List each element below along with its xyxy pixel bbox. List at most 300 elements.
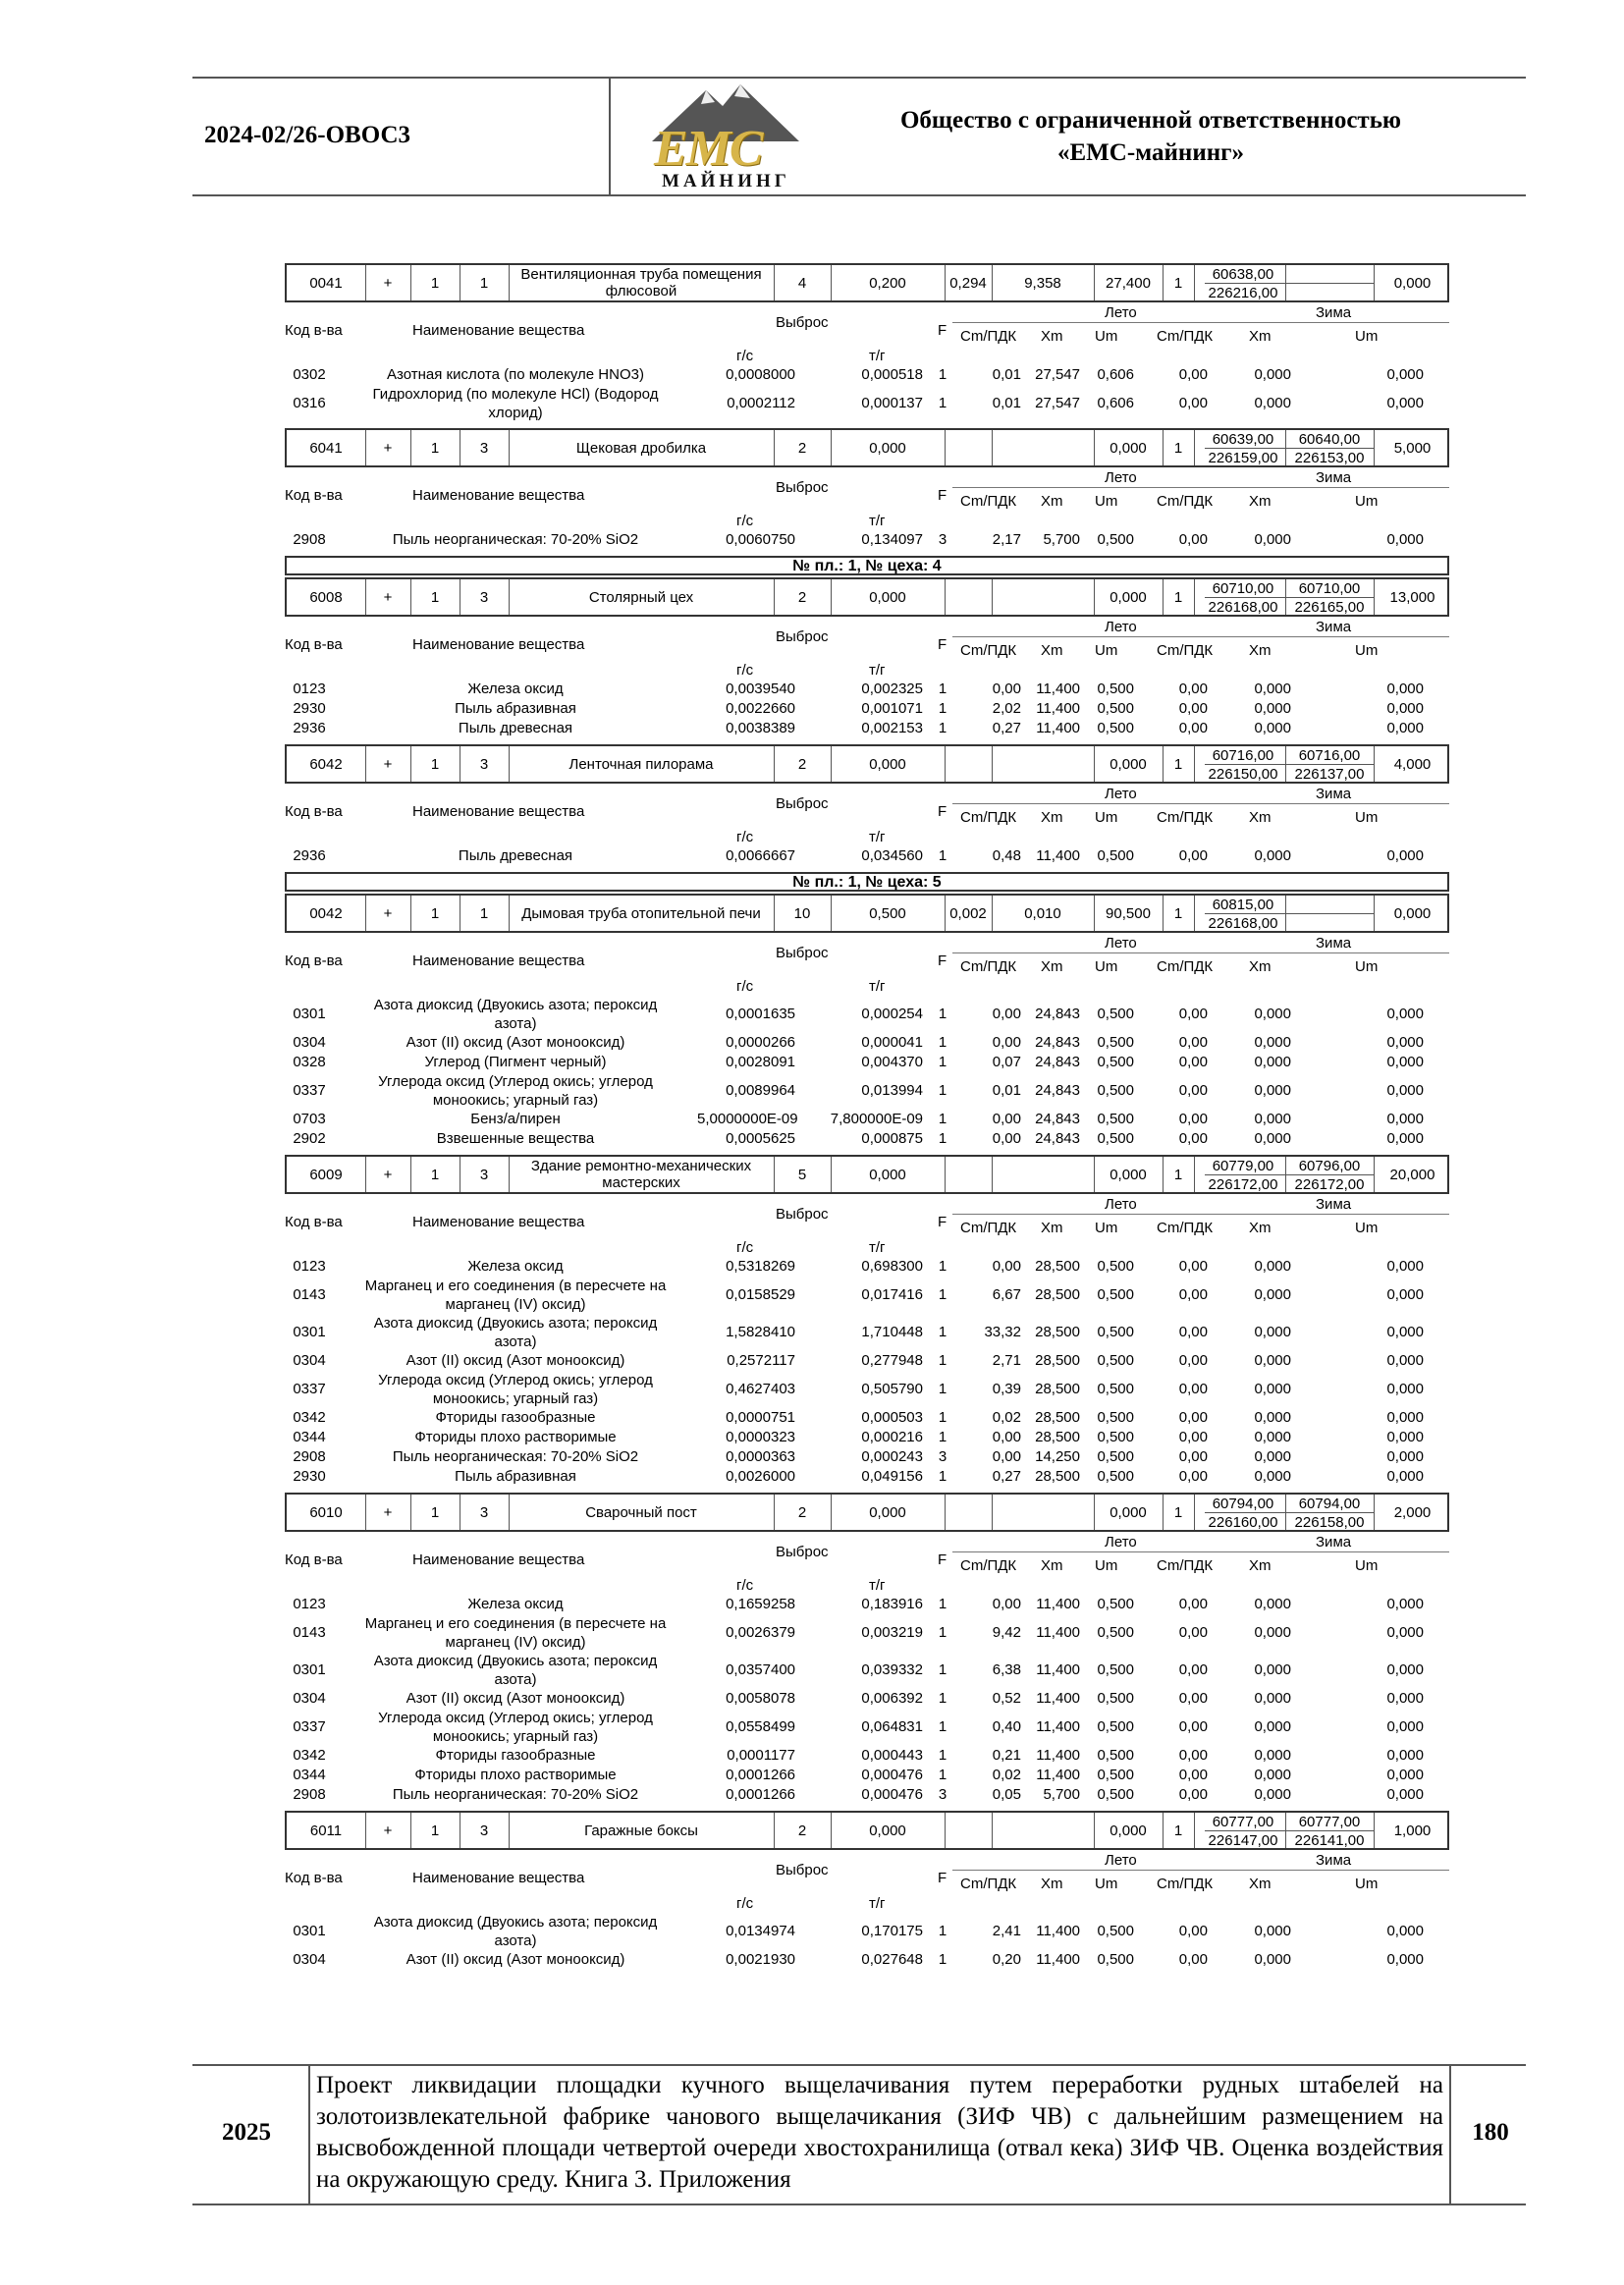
substance-code: 0337 — [293, 1381, 326, 1397]
substance-c1: 0,00 — [992, 1429, 1021, 1445]
source-name: Сварочный пост — [585, 1503, 697, 1521]
substance-u2: 0,000 — [1386, 1624, 1424, 1641]
substance-x1: 5,700 — [1043, 531, 1080, 548]
label-f: F — [938, 803, 947, 820]
source-h: 2 — [797, 755, 807, 773]
substance-u2: 0,000 — [1386, 1381, 1424, 1397]
substance-f: 1 — [938, 1767, 947, 1783]
substance-name: Азот (II) оксид (Азот монооксид) — [406, 1951, 625, 1968]
substance-c2: 0,00 — [1178, 1951, 1208, 1968]
substance-code: 0143 — [293, 1624, 326, 1641]
label-gs: г/с — [736, 513, 754, 529]
substance-f: 1 — [938, 1409, 947, 1426]
column-divider — [774, 1813, 775, 1848]
substance-x1: 14,250 — [1035, 1448, 1080, 1465]
substance-c2: 0,00 — [1178, 1324, 1208, 1340]
column-divider — [992, 1157, 993, 1192]
substance-name: Азота диоксид (Двуокись азота; пероксид азота) — [373, 1653, 658, 1688]
substance-x2: 0,000 — [1254, 700, 1291, 717]
substance-c2: 0,00 — [1178, 1624, 1208, 1641]
substance-x2: 0,000 — [1254, 1324, 1291, 1340]
column-divider — [952, 1870, 1449, 1871]
source-plus: + — [383, 904, 393, 922]
substance-gs: 1,5828410 — [726, 1324, 795, 1340]
substance-gs: 0,0039540 — [726, 680, 795, 697]
substance-tg: 0,183916 — [861, 1596, 923, 1612]
source-x1: 60710,00 — [1212, 580, 1274, 597]
source-x1: 60779,00 — [1212, 1158, 1274, 1174]
substance-row — [285, 1314, 1449, 1349]
substance-c2: 0,00 — [1178, 1006, 1208, 1022]
source-t: 27,400 — [1106, 274, 1151, 292]
substance-c2: 0,00 — [1178, 1352, 1208, 1369]
label-cm: Cm/ПДК — [1157, 493, 1214, 510]
source-plus: + — [383, 274, 393, 292]
substance-code: 0123 — [293, 1258, 326, 1275]
source-a: 1 — [430, 1166, 440, 1183]
substance-c1: 0,05 — [992, 1786, 1021, 1803]
source-a: 1 — [430, 1822, 440, 1839]
substance-u2: 0,000 — [1386, 1429, 1424, 1445]
substance-tg: 0,170175 — [861, 1923, 923, 1939]
substance-gs: 0,0357400 — [726, 1661, 795, 1678]
substance-gs: 0,0558499 — [726, 1718, 795, 1735]
substance-tg: 0,000137 — [861, 395, 923, 411]
label-xm: Xm — [1041, 1220, 1063, 1236]
column-divider — [774, 746, 775, 782]
substance-x1: 11,400 — [1036, 1923, 1080, 1939]
section-header: № пл.: 1, № цеха: 5 — [285, 872, 1449, 892]
substance-name: Гидрохлорид (по молекуле HCl) (Водород хлорид) — [372, 386, 659, 421]
substance-row — [285, 1766, 1449, 1784]
substance-u1: 0,606 — [1097, 395, 1134, 411]
substance-row — [285, 1709, 1449, 1744]
label-um: Um — [1095, 328, 1118, 345]
substance-c1: 2,02 — [992, 700, 1021, 717]
substance-c1: 0,27 — [992, 720, 1021, 736]
substance-u1: 0,500 — [1097, 720, 1134, 736]
substance-name: Фториды газообразные — [435, 1409, 596, 1426]
source-y2: 226172,00 — [1294, 1176, 1365, 1193]
source-area: 13,000 — [1389, 588, 1435, 606]
column-divider — [1163, 1495, 1164, 1530]
label-f: F — [938, 952, 947, 969]
label-kod: Код в-ва — [285, 1870, 343, 1886]
substance-u1: 0,500 — [1097, 1006, 1134, 1022]
substance-code: 0337 — [293, 1082, 326, 1099]
source-x1: 60638,00 — [1212, 266, 1274, 283]
substance-x2: 0,000 — [1254, 1690, 1291, 1707]
label-xm: Xm — [1041, 328, 1063, 345]
column-divider — [992, 1495, 993, 1530]
label-vybros: Выброс — [776, 795, 829, 812]
substance-u1: 0,500 — [1097, 1718, 1134, 1735]
substance-name: Пыль абразивная — [455, 700, 576, 717]
label-zima: Зима — [1316, 935, 1352, 952]
label-xm: Xm — [1041, 493, 1063, 510]
substance-gs: 0,0001266 — [726, 1767, 795, 1783]
substance-x2: 0,000 — [1254, 1054, 1291, 1070]
label-um: Um — [1355, 642, 1379, 659]
substance-f: 1 — [938, 1690, 947, 1707]
column-divider — [509, 265, 510, 300]
source-w: 0,002 — [949, 904, 987, 922]
label-cm: Cm/ПДК — [960, 1557, 1017, 1574]
label-zima: Зима — [1316, 1534, 1352, 1551]
substance-u2: 0,000 — [1386, 847, 1424, 864]
source-t: 0,000 — [1110, 1166, 1147, 1183]
substance-name: Углерода оксид (Углерод окись; углерод моноокись; угарный газ) — [378, 1073, 653, 1109]
substance-x1: 24,843 — [1035, 1082, 1080, 1099]
substance-gs: 0,0066667 — [726, 847, 795, 864]
label-xm: Xm — [1249, 1557, 1272, 1574]
substance-gs: 0,0000266 — [726, 1034, 795, 1051]
substance-x1: 11,400 — [1036, 1624, 1080, 1641]
substance-f: 1 — [938, 680, 947, 697]
source-y1: 226168,00 — [1208, 599, 1278, 616]
substance-code: 0328 — [293, 1054, 326, 1070]
substance-tg: 0,505790 — [861, 1381, 923, 1397]
substance-c2: 0,00 — [1178, 1468, 1208, 1485]
substance-u2: 0,000 — [1386, 1923, 1424, 1939]
source-t: 0,000 — [1110, 439, 1147, 457]
substance-u2: 0,000 — [1386, 531, 1424, 548]
label-leto: Лето — [1105, 1852, 1137, 1869]
source-a: 1 — [430, 274, 440, 292]
substance-x2: 0,000 — [1254, 1034, 1291, 1051]
substance-x2: 0,000 — [1254, 1718, 1291, 1735]
column-divider — [831, 1495, 832, 1530]
substance-c1: 9,42 — [992, 1624, 1021, 1641]
substance-x1: 28,500 — [1035, 1352, 1080, 1369]
source-k: 1 — [1173, 274, 1183, 292]
column-divider — [509, 430, 510, 465]
logo-subtitle: МАЙНИНГ — [662, 171, 790, 191]
substance-f: 1 — [938, 1468, 947, 1485]
column-divider — [945, 430, 946, 465]
substance-u1: 0,500 — [1097, 680, 1134, 697]
substance-c2: 0,00 — [1178, 1718, 1208, 1735]
column-divider — [365, 746, 366, 782]
label-kod: Код в-ва — [285, 636, 343, 653]
substance-c2: 0,00 — [1178, 1923, 1208, 1939]
label-cm: Cm/ПДК — [960, 642, 1017, 659]
label-um: Um — [1095, 1220, 1118, 1236]
substance-code: 2902 — [293, 1130, 326, 1147]
substance-c2: 0,00 — [1178, 1409, 1208, 1426]
column-divider — [992, 746, 993, 782]
substance-x2: 0,000 — [1254, 395, 1291, 411]
label-f: F — [938, 487, 947, 504]
source-area: 4,000 — [1393, 755, 1432, 773]
substance-gs: 0,0001635 — [726, 1006, 795, 1022]
substance-tg: 0,000476 — [861, 1767, 923, 1783]
organization-name — [837, 104, 1465, 169]
substance-name: Углерода оксид (Углерод окись; углерод моноокись; угарный газ) — [378, 1710, 653, 1745]
page-footer — [192, 2064, 1526, 2205]
substance-c2: 0,00 — [1178, 1082, 1208, 1099]
column-divider — [1163, 746, 1164, 782]
substance-row — [285, 1746, 1449, 1765]
substance-x1: 24,843 — [1035, 1034, 1080, 1051]
source-x2: 60777,00 — [1298, 1814, 1361, 1830]
label-f: F — [938, 1551, 947, 1568]
label-cm: Cm/ПДК — [960, 958, 1017, 975]
substance-u2: 0,000 — [1386, 1054, 1424, 1070]
source-row — [285, 894, 1449, 933]
substance-x1: 11,400 — [1036, 720, 1080, 736]
column-divider — [831, 1157, 832, 1192]
substance-code: 0123 — [293, 680, 326, 697]
label-xm: Xm — [1249, 642, 1272, 659]
substance-name: Пыль неорганическая: 70-20% SiO2 — [392, 1448, 639, 1465]
substance-c1: 0,00 — [992, 1448, 1021, 1465]
label-xm: Xm — [1249, 1220, 1272, 1236]
substance-code: 0301 — [293, 1324, 326, 1340]
source-x1: 60794,00 — [1212, 1496, 1274, 1512]
substance-name: Азот (II) оксид (Азот монооксид) — [406, 1034, 625, 1051]
substance-code: 2936 — [293, 720, 326, 736]
source-t: 0,000 — [1110, 1822, 1147, 1839]
substance-gs: 0,0001266 — [726, 1786, 795, 1803]
substance-row — [285, 996, 1449, 1031]
label-leto: Лето — [1105, 1534, 1137, 1551]
substance-code: 0304 — [293, 1690, 326, 1707]
source-name: Вентиляционная труба помещения флюсовой — [520, 266, 762, 299]
source-t: 90,500 — [1106, 904, 1151, 922]
substance-u1: 0,500 — [1097, 531, 1134, 548]
label-gs: г/с — [736, 662, 754, 679]
label-cm: Cm/ПДК — [960, 1220, 1017, 1236]
substance-f: 3 — [938, 1448, 947, 1465]
substance-tg: 1,710448 — [861, 1324, 923, 1340]
label-leto: Лето — [1105, 469, 1137, 486]
source-y1: 226159,00 — [1208, 450, 1278, 466]
substance-tg: 0,000875 — [861, 1130, 923, 1147]
substance-tg: 0,003219 — [861, 1624, 923, 1641]
label-xm: Xm — [1249, 1876, 1272, 1892]
source-v — [992, 1157, 1094, 1192]
substance-u1: 0,500 — [1097, 700, 1134, 717]
column-divider — [410, 1813, 411, 1848]
footer-divider — [1449, 2066, 1451, 2203]
label-kod: Код в-ва — [285, 322, 343, 339]
column-divider — [1194, 1813, 1195, 1848]
substance-tg: 0,002153 — [861, 720, 923, 736]
substance-row — [285, 1950, 1449, 1969]
substance-c1: 0,21 — [992, 1747, 1021, 1764]
source-x2: 60794,00 — [1298, 1496, 1361, 1512]
substance-f: 1 — [938, 1324, 947, 1340]
substance-row — [285, 530, 1449, 549]
label-cm: Cm/ПДК — [960, 328, 1017, 345]
substance-gs: 0,0022660 — [726, 700, 795, 717]
label-naim: Наименование вещества — [412, 487, 585, 504]
label-tg: т/г — [869, 829, 886, 845]
substance-x2: 0,000 — [1254, 1130, 1291, 1147]
column-divider — [952, 1551, 1449, 1552]
source-row — [285, 1493, 1449, 1532]
source-name: Ленточная пилорама — [568, 755, 714, 773]
source-name: Щековая дробилка — [575, 439, 707, 457]
substance-c2: 0,00 — [1178, 1258, 1208, 1275]
substance-x2: 0,000 — [1254, 1429, 1291, 1445]
source-k: 1 — [1173, 439, 1183, 457]
substance-f: 1 — [938, 1429, 947, 1445]
substance-u1: 0,606 — [1097, 366, 1134, 383]
substance-x2: 0,000 — [1254, 1923, 1291, 1939]
source-b: 3 — [479, 588, 489, 606]
column-divider — [1094, 896, 1095, 931]
substance-u1: 0,500 — [1097, 1381, 1134, 1397]
source-k: 1 — [1173, 755, 1183, 773]
substance-x1: 28,500 — [1035, 1381, 1080, 1397]
substance-name: Бенз/а/пирен — [470, 1111, 561, 1127]
substance-code: 0301 — [293, 1661, 326, 1678]
column-divider — [992, 1813, 993, 1848]
substance-u2: 0,000 — [1386, 1286, 1424, 1303]
source-area: 2,000 — [1393, 1503, 1432, 1521]
label-um: Um — [1355, 1557, 1379, 1574]
org-line-2: «ЕМС-майнинг» — [1057, 139, 1244, 166]
source-area: 5,000 — [1393, 439, 1432, 457]
substance-name: Пыль неорганическая: 70-20% SiO2 — [392, 1786, 639, 1803]
label-zima: Зима — [1316, 469, 1352, 486]
substance-tg: 0,000518 — [861, 366, 923, 383]
substance-c2: 0,00 — [1178, 395, 1208, 411]
substance-u2: 0,000 — [1386, 1747, 1424, 1764]
substance-c1: 6,67 — [992, 1286, 1021, 1303]
label-vybros: Выброс — [776, 1544, 829, 1560]
substance-u2: 0,000 — [1386, 1111, 1424, 1127]
substance-row — [285, 846, 1449, 865]
column-divider — [1094, 579, 1095, 615]
column-divider — [992, 430, 993, 465]
column-divider — [1163, 430, 1164, 465]
source-y1: 226160,00 — [1208, 1514, 1278, 1531]
substance-f: 1 — [938, 1006, 947, 1022]
substance-row — [285, 1428, 1449, 1446]
substance-name: Марганец и его соединения (в пересчете на марганец (IV) оксид) — [364, 1615, 667, 1651]
substance-gs: 0,0000323 — [726, 1429, 795, 1445]
substance-row — [285, 699, 1449, 718]
label-cm: Cm/ПДК — [1157, 1876, 1214, 1892]
source-x1: 60716,00 — [1212, 747, 1274, 764]
source-a: 1 — [430, 439, 440, 457]
substance-x1: 24,843 — [1035, 1130, 1080, 1147]
substance-c1: 0,00 — [992, 1111, 1021, 1127]
column-divider — [509, 746, 510, 782]
substance-gs: 0,0026379 — [726, 1624, 795, 1641]
substance-x1: 28,500 — [1035, 1258, 1080, 1275]
column-divider — [1194, 896, 1195, 931]
substance-tg: 0,000216 — [861, 1429, 923, 1445]
column-divider — [831, 579, 832, 615]
substance-row — [285, 1785, 1449, 1804]
substance-c2: 0,00 — [1178, 1767, 1208, 1783]
substance-u2: 0,000 — [1386, 1034, 1424, 1051]
substance-f: 1 — [938, 1352, 947, 1369]
source-area: 0,000 — [1393, 274, 1432, 292]
substance-name: Пыль древесная — [458, 847, 573, 864]
label-leto: Лето — [1105, 304, 1137, 321]
column-divider — [1094, 430, 1095, 465]
substance-f: 1 — [938, 1923, 947, 1939]
column-divider — [410, 1157, 411, 1192]
label-cm: Cm/ПДК — [1157, 328, 1214, 345]
source-area: 20,000 — [1389, 1166, 1435, 1183]
label-cm: Cm/ПДК — [960, 493, 1017, 510]
source-name: Дымовая труба отопительной печи — [521, 904, 761, 922]
substance-gs: 0,0001177 — [727, 1747, 795, 1764]
source-v — [992, 430, 1094, 465]
document-id: 2024-02/26-ОВОС3 — [204, 122, 411, 148]
substance-f: 1 — [938, 395, 947, 411]
label-xm: Xm — [1041, 642, 1063, 659]
substance-u2: 0,000 — [1386, 1690, 1424, 1707]
substance-code: 0703 — [293, 1111, 326, 1127]
source-b: 1 — [479, 904, 489, 922]
source-v — [992, 746, 1094, 782]
substance-row — [285, 1351, 1449, 1370]
label-zima: Зима — [1316, 786, 1352, 802]
substance-c1: 2,17 — [992, 531, 1021, 548]
column-divider — [945, 1495, 946, 1530]
column-divider — [774, 1495, 775, 1530]
substance-u1: 0,500 — [1097, 1324, 1134, 1340]
substance-name: Пыль неорганическая: 70-20% SiO2 — [392, 531, 639, 548]
column-divider — [410, 896, 411, 931]
substance-u1: 0,500 — [1097, 1034, 1134, 1051]
label-f: F — [938, 636, 947, 653]
substance-c1: 0,39 — [992, 1381, 1021, 1397]
source-name: Гаражные боксы — [584, 1822, 698, 1839]
substance-code: 0301 — [293, 1006, 326, 1022]
label-um: Um — [1095, 642, 1118, 659]
logo-emc: EMC — [654, 121, 762, 177]
label-xm: Xm — [1041, 1876, 1063, 1892]
substance-name: Пыль абразивная — [455, 1468, 576, 1485]
column-divider — [509, 1495, 510, 1530]
source-k: 1 — [1173, 588, 1183, 606]
substance-x1: 24,843 — [1035, 1006, 1080, 1022]
substance-u2: 0,000 — [1386, 1006, 1424, 1022]
label-xm: Xm — [1249, 809, 1272, 826]
source-d: 0,000 — [869, 588, 906, 606]
source-y2: 226165,00 — [1294, 599, 1365, 616]
source-x1: 60777,00 — [1212, 1814, 1274, 1830]
source-y2: 226141,00 — [1294, 1832, 1365, 1849]
substance-row — [285, 1913, 1449, 1948]
substance-x1: 11,400 — [1036, 847, 1080, 864]
label-f: F — [938, 1870, 947, 1886]
footer-title: Проект ликвидации площадки кучного выщелачивания путем переработки рудных штабелей на золотоизвлекательной фабрике чанового выщелачикания (ЗИФ ЧВ) с дальнейшим размещением на высвобожденной площади четвертой очереди хвостохранилища (отвал кека) ЗИФ ЧВ. Оценка воздействия на окружающую среду. Книга 3. Приложения — [316, 2072, 1443, 2193]
substance-tg: 0,000443 — [861, 1747, 923, 1764]
label-zima: Зима — [1316, 304, 1352, 321]
column-divider — [774, 1157, 775, 1192]
substance-code: 0143 — [293, 1286, 326, 1303]
substance-row — [285, 385, 1449, 420]
substance-x2: 0,000 — [1254, 1951, 1291, 1968]
substance-gs: 0,0000751 — [726, 1409, 795, 1426]
substance-x1: 28,500 — [1035, 1409, 1080, 1426]
substance-x2: 0,000 — [1254, 1258, 1291, 1275]
substance-x2: 0,000 — [1254, 1596, 1291, 1612]
substance-u1: 0,500 — [1097, 1747, 1134, 1764]
substance-f: 1 — [938, 1624, 947, 1641]
substance-row — [285, 1257, 1449, 1276]
substance-f: 1 — [938, 1661, 947, 1678]
